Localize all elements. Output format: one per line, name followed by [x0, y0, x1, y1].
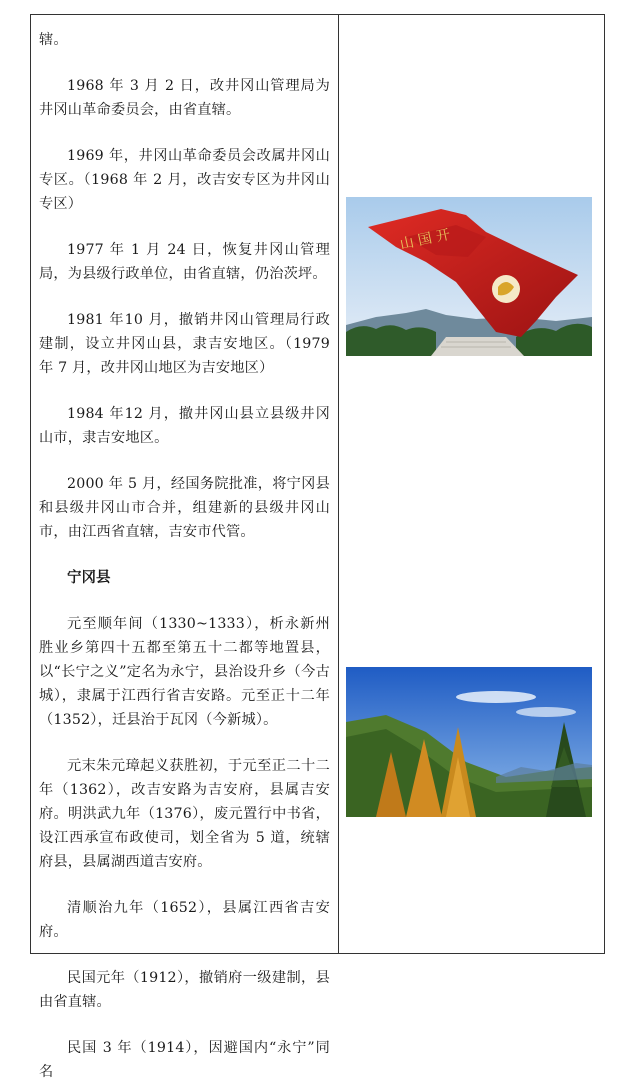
paragraph: 1968 年 3 月 2 日，改井冈山管理局为井冈山革命委员会，由省直辖。	[39, 78, 330, 118]
image-column	[339, 15, 604, 953]
paragraph: 1981 年10 月，撤销井冈山管理局行政建制，设立井冈山县，隶吉安地区。（1979 年 7 月，改井冈山地区为吉安地区）	[39, 312, 330, 376]
paragraph: 元末朱元璋起义获胜初，于元至正二十二年（1362），改吉安路为吉安府，县属吉安府。明洪武九年（1376），废元置行中书省，设江西承宣布政使司，划全省为 5 道，统辖府县，县属湖西道吉安府。	[39, 758, 330, 870]
paragraph: 1984 年12 月，撤井冈山县立县级井冈山市，隶吉安地区。	[39, 406, 330, 446]
document-table	[30, 14, 605, 1080]
paragraph: 民国元年（1912），撤销府一级建制，县由省直辖。	[39, 970, 330, 1010]
paragraph: 辖。	[39, 32, 68, 48]
red-flag-monument-photo	[346, 197, 592, 356]
paragraph: 1969 年，井冈山革命委员会改属井冈山专区。（1968 年 2 月，改吉安专区为井冈山专区）	[39, 148, 330, 212]
paragraph: 1977 年 1 月 24 日，恢复井冈山管理局，为县级行政单位，由省直辖，仍治茨坪。	[39, 242, 330, 282]
paragraph: 元至顺年间（1330~1333），析永新州胜业乡第四十五都至第五十二都等地置县，以“长宁之义”定名为永宁，县治设升乡（今古城），隶属于江西行省吉安路。元至正十二年（1352），迁县治于瓦冈（今新城）。	[39, 616, 330, 728]
paragraph: 2000 年 5 月，经国务院批准，将宁冈县和县级井冈山市合并，组建新的县级井冈山市，由江西省直辖，吉安市代管。	[39, 476, 330, 540]
text-column	[31, 15, 339, 1080]
svg-text:山 国 开: 山 国 开	[398, 226, 452, 253]
section-heading: 宁冈县	[67, 570, 111, 586]
paragraph: 清顺治九年（1652），县属江西省吉安府。	[39, 900, 330, 940]
autumn-forest-photo	[346, 667, 592, 817]
paragraph: 民国 3 年（1914），因避国内“永宁”同名	[39, 1040, 330, 1080]
